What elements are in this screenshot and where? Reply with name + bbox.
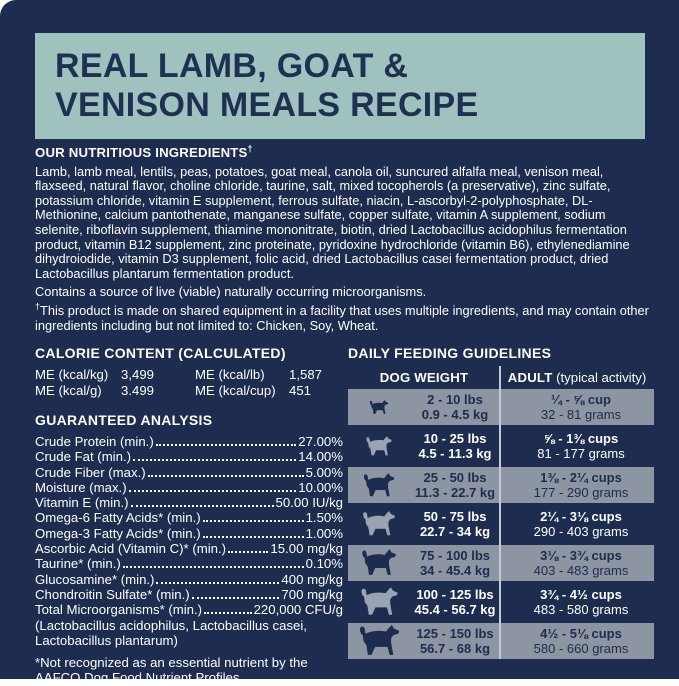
dagger-symbol: † xyxy=(35,301,41,312)
analysis-label: Crude Protein (min.) xyxy=(35,434,154,449)
ingredients-section xyxy=(35,143,650,333)
recipe-title-box xyxy=(35,33,645,139)
dog-icon-medium xyxy=(348,473,410,498)
portion-cups: 2¼ - 3⅛ cups xyxy=(540,509,622,524)
analysis-row xyxy=(35,587,343,602)
portion-range xyxy=(500,626,654,656)
analysis-label: Total Microorganisms* (min.) xyxy=(35,602,203,618)
analysis-row xyxy=(35,526,343,541)
microorganism-species-line: (Lactobacillus acidophilus, Lactobacillus casei, xyxy=(35,617,307,633)
weight-range xyxy=(410,626,500,656)
analysis-row xyxy=(35,434,343,449)
dot-leader xyxy=(129,490,297,492)
recipe-title-line2: VENISON MEALS RECIPE xyxy=(55,86,479,124)
analysis-label: Taurine* (min.) xyxy=(35,556,121,572)
weight-lbs: 10 - 25 lbs xyxy=(423,431,487,446)
analysis-row xyxy=(35,510,343,525)
analysis-row xyxy=(35,465,343,480)
dot-leader xyxy=(133,459,296,461)
feeding-row xyxy=(348,584,654,620)
portion-grams: 177 - 290 grams xyxy=(533,485,629,500)
portion-cups: ¼ - ⅝ cup xyxy=(551,392,611,407)
analysis-label: Crude Fiber (max.) xyxy=(35,464,146,480)
feeding-row xyxy=(348,506,654,542)
calorie-content-heading: CALORIE CONTENT (CALCULATED) xyxy=(35,345,286,361)
calorie-value: 3.499 xyxy=(121,383,155,398)
microorganisms-note: Contains a source of live (viable) naturally occurring microorganisms. xyxy=(35,284,427,300)
weight-lbs: 25 - 50 lbs xyxy=(423,470,487,485)
calorie-label: ME (kcal/lb) xyxy=(195,367,265,382)
analysis-value: 5.00% xyxy=(305,464,343,480)
weight-lbs: 100 - 125 lbs xyxy=(416,587,494,602)
weight-range xyxy=(410,470,500,500)
calorie-label: ME (kcal/g) xyxy=(35,383,102,398)
portion-cups: 3¾ - 4½ cups xyxy=(540,587,622,602)
portion-cups: 1⅜ - 2¼ cups xyxy=(540,470,622,485)
dot-leader xyxy=(156,582,279,584)
analysis-row xyxy=(35,480,343,495)
ingredients-heading-text: OUR NUTRITIOUS INGREDIENTS xyxy=(35,145,248,160)
weight-range xyxy=(410,431,500,461)
weight-kg: 34 - 45.4 kg xyxy=(419,563,491,578)
analysis-row xyxy=(35,572,343,587)
analysis-value: 10.00% xyxy=(298,479,343,495)
calorie-label: ME (kcal/kg) xyxy=(35,367,109,382)
weight-kg: 11.3 - 22.7 kg xyxy=(414,485,496,500)
weight-range xyxy=(410,392,500,422)
portion-range xyxy=(500,392,654,422)
feeding-guidelines-heading: DAILY FEEDING GUIDELINES xyxy=(348,345,552,361)
portion-range xyxy=(500,587,654,617)
feeding-guidelines-table xyxy=(348,366,654,659)
weight-lbs: 50 - 75 lbs xyxy=(423,509,487,524)
ingredients-heading xyxy=(35,143,650,161)
dot-leader xyxy=(192,597,280,599)
analysis-label: Chondroitin Sulfate* (min.) xyxy=(35,586,190,602)
analysis-label: Omega-3 Fatty Acids* (min.) xyxy=(35,525,201,541)
analysis-label: Moisture (max.) xyxy=(35,479,127,495)
portion-range xyxy=(500,431,654,461)
portion-grams: 81 - 177 grams xyxy=(537,446,625,461)
portion-cups: 4½ - 5⅛ cups xyxy=(540,626,622,641)
dot-leader xyxy=(203,536,304,538)
analysis-value: 400 mg/kg xyxy=(281,571,343,587)
guaranteed-analysis-heading: GUARANTEED ANALYSIS xyxy=(35,412,213,428)
nutrition-column xyxy=(35,345,343,686)
analysis-value: 1.00% xyxy=(305,525,343,541)
portion-cups: ⅝ - 1⅜ cups xyxy=(543,431,619,446)
dog-weight-column-header: DOG WEIGHT xyxy=(379,370,469,385)
analysis-value: 0.10% xyxy=(305,556,343,572)
feeding-row xyxy=(348,389,654,425)
portion-grams: 32 - 81 grams xyxy=(540,407,622,422)
portion-range xyxy=(500,509,654,539)
analysis-label: Crude Fat (min.) xyxy=(35,449,131,465)
portion-range xyxy=(500,548,654,578)
analysis-value: 27.00% xyxy=(298,434,343,449)
weight-kg: 4.5 - 11.3 kg xyxy=(418,446,492,461)
portion-grams: 290 - 403 grams xyxy=(533,524,629,539)
analysis-value: 700 mg/kg xyxy=(281,586,343,602)
weight-kg: 45.4 - 56.7 kg xyxy=(414,602,496,617)
portion-grams: 580 - 660 grams xyxy=(533,641,629,656)
analysis-label: Vitamin E (min.) xyxy=(35,495,129,511)
shared-equipment-footnote xyxy=(35,301,650,333)
analysis-row xyxy=(35,449,343,464)
adult-column-header-bold: ADULT xyxy=(507,370,553,385)
dot-leader xyxy=(123,566,304,568)
feeding-guidelines-column xyxy=(348,345,654,662)
weight-lbs: 125 - 150 lbs xyxy=(416,626,494,641)
feeding-row xyxy=(348,623,654,659)
shared-equipment-footnote-text: This product is made on shared equipment in a facility that uses multiple ingredients, and may contain other ingredients including but not limited to: Chicken, Soy, Wheat. xyxy=(35,302,649,333)
dot-leader xyxy=(148,475,304,477)
analysis-value: 1.50% xyxy=(305,510,343,526)
weight-kg: 56.7 - 68 kg xyxy=(419,641,491,656)
portion-range xyxy=(500,470,654,500)
calorie-value: 3,499 xyxy=(121,367,155,382)
weight-kg: 0.9 - 4.5 kg xyxy=(421,407,489,422)
calorie-content-grid xyxy=(35,367,343,399)
weight-range xyxy=(410,548,500,578)
dog-icon-giant xyxy=(348,625,410,657)
analysis-label: Ascorbic Acid (Vitamin C)* (min.) xyxy=(35,541,227,557)
analysis-label: Glucosamine* (min.) xyxy=(35,571,155,587)
dog-icon-small xyxy=(348,436,410,457)
adult-column-header xyxy=(500,370,654,385)
calorie-value: 451 xyxy=(289,383,312,398)
weight-range xyxy=(410,587,500,617)
analysis-row xyxy=(35,556,343,571)
analysis-value: 14.00% xyxy=(298,449,343,465)
dot-leader xyxy=(156,444,297,446)
analysis-value: 220,000 CFU/g xyxy=(253,602,343,618)
weight-lbs: 75 - 100 lbs xyxy=(419,548,491,563)
portion-grams: 403 - 483 grams xyxy=(533,563,629,578)
weight-kg: 22.7 - 34 kg xyxy=(419,524,491,539)
feeding-row xyxy=(348,545,654,581)
analysis-row xyxy=(35,541,343,556)
portion-cups: 3⅛ - 3¾ cups xyxy=(540,548,622,563)
dagger-symbol: † xyxy=(247,143,253,154)
adult-column-header-rest: (typical activity) xyxy=(552,370,647,385)
feeding-row xyxy=(348,428,654,464)
analysis-value: 15.00 mg/kg xyxy=(270,541,343,557)
calorie-label: ME (kcal/cup) xyxy=(195,383,276,398)
aafco-footnote: *Not recognized as an essential nutrient by the AAFCO Dog Food Nutrient Profiles. xyxy=(35,655,308,686)
dog-icon-xxlarge xyxy=(348,587,410,617)
recipe-title-line1: REAL LAMB, GOAT & xyxy=(55,47,409,85)
dog-icon-xsmall xyxy=(348,400,410,415)
feeding-table-header xyxy=(348,366,654,389)
analysis-value: 50.00 IU/kg xyxy=(275,495,343,511)
weight-lbs: 2 - 10 lbs xyxy=(427,392,483,407)
dot-leader xyxy=(131,505,274,507)
dog-icon-xlarge xyxy=(348,549,410,577)
column-divider xyxy=(499,366,501,659)
calorie-value: 1,587 xyxy=(289,367,323,382)
analysis-row xyxy=(35,602,343,617)
ingredients-list-text: Lamb, lamb meal, lentils, peas, potatoes, goat meal, canola oil, suncured alfalfa meal, venison meal, flaxseed, natural flavor, choline chloride, taurine, salt, mixed tocopherols (a preservative), zinc sulfate, potassium chloride, vitamin E supplement, ferrous sulfate, niacin, L-ascorbyl-2-polyphosphate, DL-Methionine, calcium pantothenate, manganese sulfate, copper sulfate, vitamin A supplement, sodium selenite, riboflavin supplement, thiamine mononitrate, biotin, dried Lactobacillus acidophilus fermentation product, vitamin B12 supplement, zinc proteinate, pyridoxine hydrochloride (vitamin B6), ethylenediamine dihydroiodide, vitamin D3 supplement, folic acid, dried Lactobacillus casei fermentation product, dried Lactobacillus plantarum fermentation product. xyxy=(35,163,630,281)
portion-grams: 483 - 580 grams xyxy=(533,602,629,617)
feeding-row xyxy=(348,467,654,503)
dot-leader xyxy=(203,520,304,522)
dot-leader xyxy=(204,612,251,614)
analysis-row xyxy=(35,495,343,510)
dot-leader xyxy=(228,551,268,553)
weight-range xyxy=(410,509,500,539)
dog-icon-large xyxy=(348,511,410,537)
analysis-label: Omega-6 Fatty Acids* (min.) xyxy=(35,510,201,526)
guaranteed-analysis-list xyxy=(35,434,343,686)
microorganism-species-line: Lactobacillus plantarum) xyxy=(35,632,178,648)
